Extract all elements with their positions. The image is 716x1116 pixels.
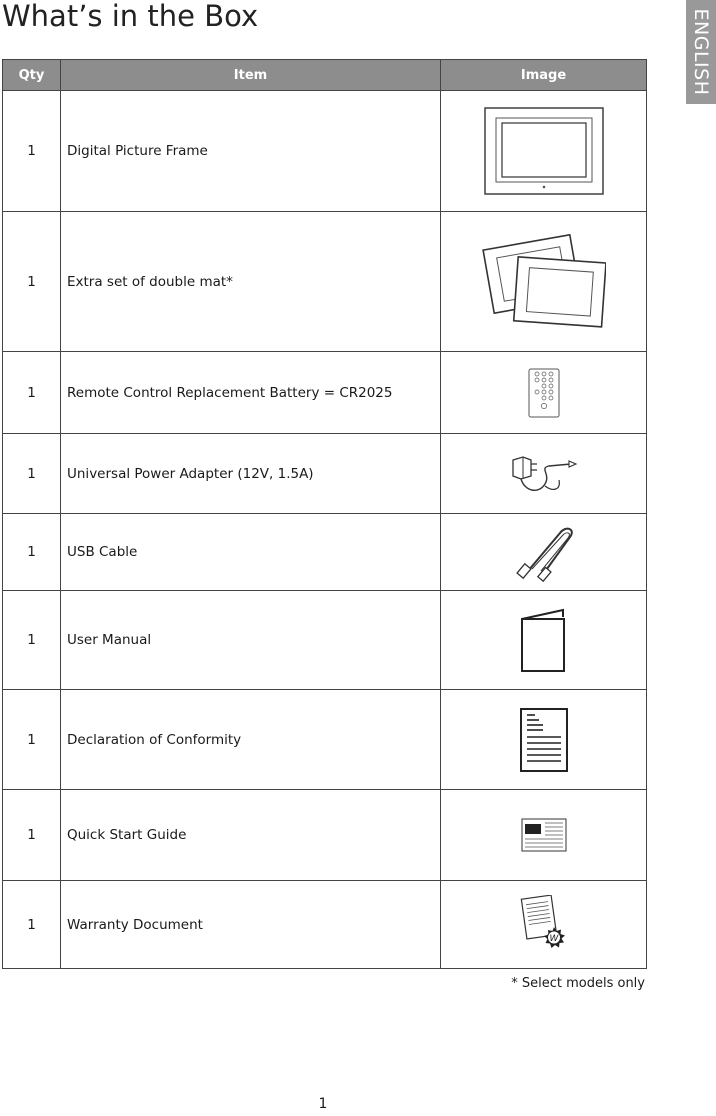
table-header-row xyxy=(3,60,647,91)
quick-start-guide-icon xyxy=(521,818,567,852)
row-qty: 1 xyxy=(3,591,61,690)
declaration-document-icon xyxy=(519,707,569,773)
row-qty: 1 xyxy=(3,790,61,881)
warranty-document-icon xyxy=(520,895,568,955)
language-tab-label: ENGLISH xyxy=(690,8,712,96)
row-item: Quick Start Guide xyxy=(61,790,441,881)
row-qty: 1 xyxy=(3,212,61,352)
row-qty: 1 xyxy=(3,352,61,434)
table-row xyxy=(3,434,647,514)
footnote: * Select models only xyxy=(511,976,645,991)
row-qty: 1 xyxy=(3,881,61,969)
user-manual-icon xyxy=(519,607,569,673)
box-contents-table xyxy=(2,59,647,969)
row-item: Universal Power Adapter (12V, 1.5A) xyxy=(61,434,441,514)
row-qty: 1 xyxy=(3,91,61,212)
page-title: What’s in the Box xyxy=(2,0,259,33)
row-item: Extra set of double mat* xyxy=(61,212,441,352)
row-item: Declaration of Conformity xyxy=(61,690,441,790)
table-row xyxy=(3,790,647,881)
table-row xyxy=(3,690,647,790)
row-item: Warranty Document xyxy=(61,881,441,969)
row-item: USB Cable xyxy=(61,514,441,591)
row-qty: 1 xyxy=(3,514,61,591)
table-row xyxy=(3,591,647,690)
table-row xyxy=(3,352,647,434)
remote-control-icon xyxy=(528,368,560,418)
table-row xyxy=(3,881,647,969)
header-item: Item xyxy=(61,60,441,91)
warranty-seal-letter: W xyxy=(549,933,558,944)
picture-frame-icon xyxy=(484,107,604,195)
usb-cable-icon xyxy=(508,521,580,583)
row-qty: 1 xyxy=(3,690,61,790)
header-image: Image xyxy=(441,60,647,91)
row-item: Digital Picture Frame xyxy=(61,91,441,212)
row-qty: 1 xyxy=(3,434,61,514)
page-number: 1 xyxy=(318,1096,328,1112)
double-mat-icon xyxy=(482,232,606,332)
language-tab xyxy=(686,0,716,104)
row-item: User Manual xyxy=(61,591,441,690)
header-qty: Qty xyxy=(3,60,61,91)
table-row xyxy=(3,212,647,352)
table-row xyxy=(3,514,647,591)
row-item: Remote Control Replacement Battery = CR2025 xyxy=(61,352,441,434)
table-row xyxy=(3,91,647,212)
power-adapter-icon xyxy=(509,452,579,496)
